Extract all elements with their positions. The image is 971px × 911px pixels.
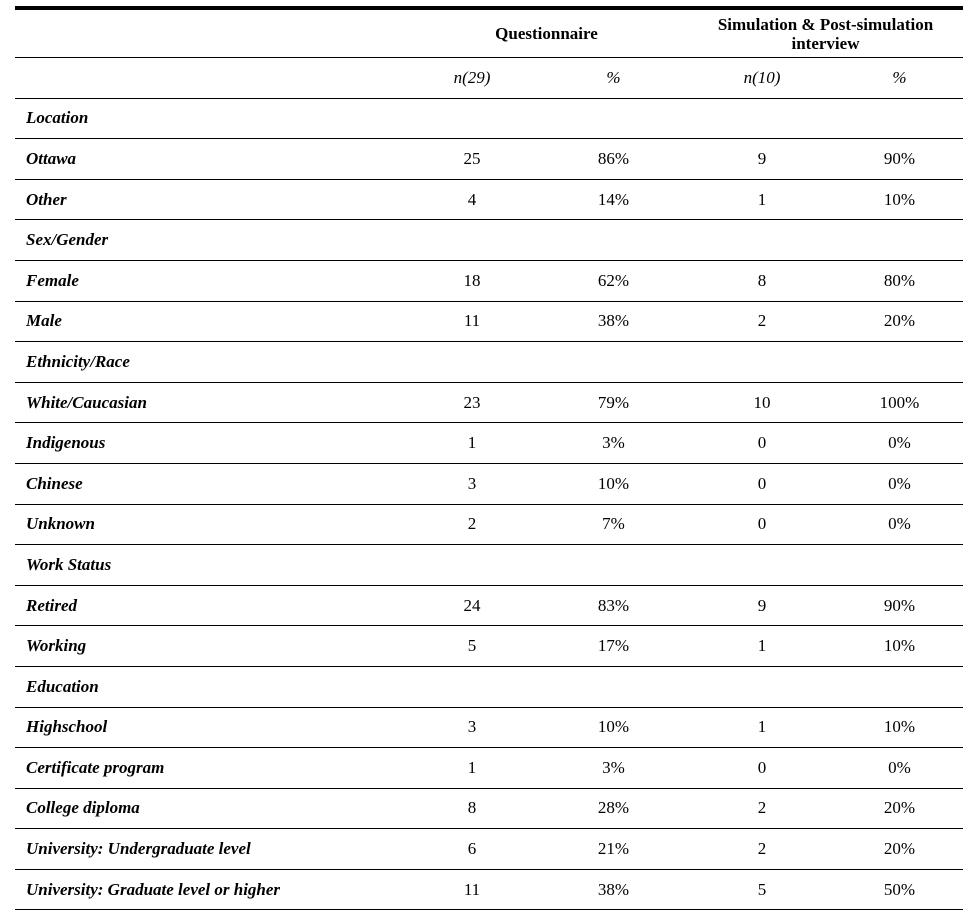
row-label: Male — [26, 311, 62, 331]
pct-simulation-cell: 100% — [879, 392, 920, 412]
row-label: Chinese — [26, 473, 83, 493]
section-row-sex-gender — [15, 220, 963, 261]
pct-questionnaire-cell: 3% — [602, 433, 625, 453]
subheader-n-simulation: n(10) — [743, 67, 781, 87]
pct-questionnaire-cell: 17% — [597, 636, 630, 656]
demographics-table — [15, 6, 963, 910]
n-questionnaire-cell: 25 — [463, 148, 481, 168]
simulation-header: Simulation & Post-simulation interview — [717, 14, 934, 53]
n-questionnaire-cell: 18 — [463, 270, 481, 290]
pct-simulation-cell: 20% — [883, 839, 916, 859]
n-questionnaire-cell: 11 — [463, 311, 481, 331]
table-row-indigenous — [15, 423, 963, 464]
pct-simulation-cell: 10% — [883, 189, 916, 209]
n-simulation-cell: 0 — [757, 514, 767, 534]
pct-questionnaire-cell: 86% — [597, 148, 630, 168]
pct-simulation-cell: 0% — [888, 433, 911, 453]
section-label: Education — [26, 676, 99, 696]
table-row-male — [15, 302, 963, 343]
n-questionnaire-cell: 2 — [467, 514, 477, 534]
n-simulation-cell: 0 — [757, 473, 767, 493]
n-simulation-cell: 10 — [753, 392, 771, 412]
pct-questionnaire-cell: 3% — [602, 757, 625, 777]
n-simulation-cell: 0 — [757, 757, 767, 777]
questionnaire-header: Questionnaire — [495, 23, 598, 43]
row-label: Working — [26, 636, 87, 656]
n-simulation-cell: 2 — [757, 839, 767, 859]
pct-questionnaire-cell: 79% — [597, 392, 630, 412]
pct-simulation-cell: 80% — [883, 270, 916, 290]
section-label: Work Status — [26, 554, 112, 574]
n-questionnaire-cell: 3 — [467, 473, 477, 493]
pct-simulation-cell: 0% — [888, 473, 911, 493]
n-questionnaire-cell: 3 — [467, 717, 477, 737]
table-row-retired — [15, 586, 963, 627]
n-questionnaire-cell: 24 — [463, 595, 481, 615]
n-simulation-cell: 2 — [757, 311, 767, 331]
pct-simulation-cell: 50% — [883, 879, 916, 899]
table-row-white-caucasian — [15, 383, 963, 424]
n-simulation-cell: 2 — [757, 798, 767, 818]
n-questionnaire-cell: 1 — [467, 757, 477, 777]
n-questionnaire-cell: 1 — [467, 433, 477, 453]
n-questionnaire-cell: 4 — [467, 189, 477, 209]
section-row-location — [15, 99, 963, 140]
row-label: Highschool — [26, 717, 108, 737]
pct-questionnaire-cell: 28% — [597, 798, 630, 818]
pct-questionnaire-cell: 10% — [597, 473, 630, 493]
row-label: White/Caucasian — [26, 392, 147, 412]
pct-questionnaire-cell: 10% — [597, 717, 630, 737]
pct-simulation-cell: 20% — [883, 311, 916, 331]
pct-simulation-cell: 90% — [883, 595, 916, 615]
n-questionnaire-cell: 11 — [463, 879, 481, 899]
pct-questionnaire-cell: 14% — [597, 189, 630, 209]
pct-simulation-cell: 0% — [888, 757, 911, 777]
pct-simulation-cell: 20% — [883, 798, 916, 818]
n-simulation-cell: 0 — [757, 433, 767, 453]
pct-questionnaire-cell: 83% — [597, 595, 630, 615]
section-row-education — [15, 667, 963, 708]
n-simulation-cell: 1 — [757, 717, 767, 737]
table-row-unknown — [15, 505, 963, 546]
n-simulation-cell: 5 — [757, 879, 767, 899]
table-row-university-graduate-level-or-higher — [15, 870, 963, 911]
section-row-ethnicity-race — [15, 342, 963, 383]
pct-questionnaire-cell: 38% — [597, 879, 630, 899]
n-questionnaire-cell: 8 — [467, 798, 477, 818]
section-label: Sex/Gender — [26, 230, 109, 250]
pct-simulation-cell: 90% — [883, 148, 916, 168]
row-label: Indigenous — [26, 433, 106, 453]
table-row-certificate-program — [15, 748, 963, 789]
row-label: College diploma — [26, 798, 140, 818]
table-subheader-row — [15, 58, 963, 99]
table-row-university-undergraduate-level — [15, 829, 963, 870]
table-row-college-diploma — [15, 789, 963, 830]
subheader-pct-simulation: % — [892, 67, 907, 87]
table-row-other — [15, 180, 963, 221]
table-body — [15, 99, 963, 911]
row-label: University: Undergraduate level — [26, 839, 251, 859]
row-label: Retired — [26, 595, 77, 615]
pct-questionnaire-cell: 38% — [597, 311, 630, 331]
table-row-ottawa — [15, 139, 963, 180]
n-simulation-cell: 9 — [757, 148, 767, 168]
pct-simulation-cell: 0% — [888, 514, 911, 534]
row-label: University: Graduate level or higher — [26, 879, 281, 899]
row-label: Certificate program — [26, 757, 165, 777]
n-simulation-cell: 1 — [757, 189, 767, 209]
subheader-pct-questionnaire: % — [606, 67, 621, 87]
n-simulation-cell: 9 — [757, 595, 767, 615]
table-row-chinese — [15, 464, 963, 505]
section-label: Ethnicity/Race — [26, 351, 130, 371]
row-label: Unknown — [26, 514, 95, 534]
row-label: Other — [26, 189, 67, 209]
section-label: Location — [26, 108, 89, 128]
n-simulation-cell: 8 — [757, 270, 767, 290]
pct-questionnaire-cell: 21% — [597, 839, 630, 859]
row-label: Female — [26, 270, 79, 290]
n-simulation-cell: 1 — [757, 636, 767, 656]
table-group-header-row — [15, 10, 963, 58]
subheader-n-questionnaire: n(29) — [453, 67, 491, 87]
table-row-working — [15, 626, 963, 667]
n-questionnaire-cell: 23 — [463, 392, 481, 412]
section-row-work-status — [15, 545, 963, 586]
pct-questionnaire-cell: 7% — [602, 514, 625, 534]
pct-simulation-cell: 10% — [883, 717, 916, 737]
n-questionnaire-cell: 5 — [467, 636, 477, 656]
table-row-highschool — [15, 708, 963, 749]
n-questionnaire-cell: 6 — [467, 839, 477, 859]
pct-simulation-cell: 10% — [883, 636, 916, 656]
pct-questionnaire-cell: 62% — [597, 270, 630, 290]
table-row-female — [15, 261, 963, 302]
row-label: Ottawa — [26, 148, 77, 168]
